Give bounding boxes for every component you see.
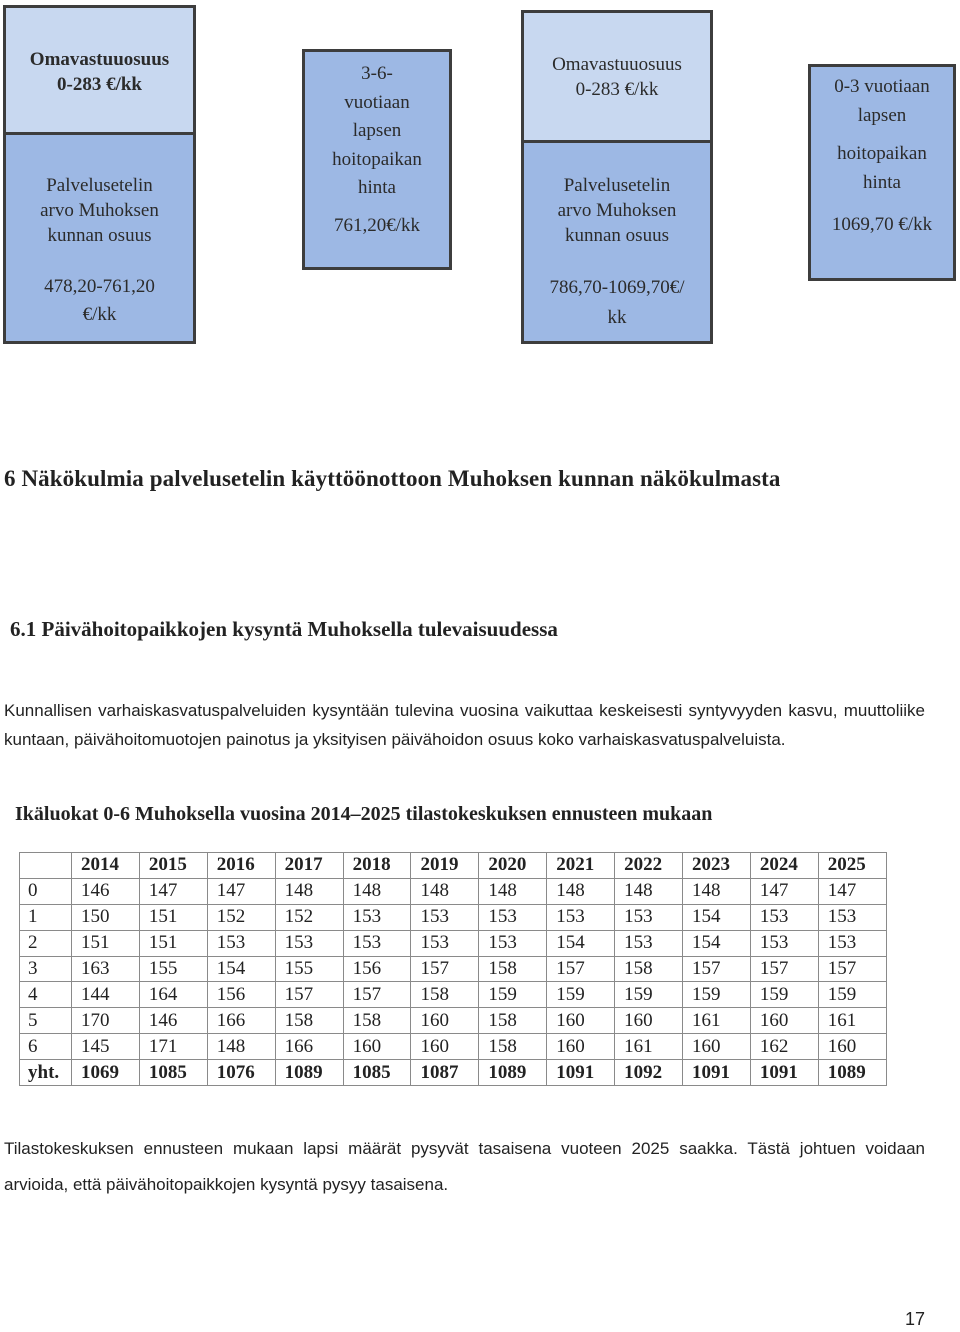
care-price-label-line: hoitopaikan bbox=[332, 148, 422, 170]
table-cell: 148 bbox=[615, 878, 683, 904]
table-total-cell: 1089 bbox=[275, 1060, 343, 1086]
care-price-label-line: vuotiaan bbox=[344, 91, 410, 113]
table-row bbox=[20, 904, 887, 930]
voucher-label bbox=[6, 173, 193, 248]
table-cell: 153 bbox=[207, 930, 275, 956]
table-header-year: 2021 bbox=[547, 853, 615, 879]
care-price-label-line: hinta bbox=[358, 177, 396, 198]
age-groups-table bbox=[19, 852, 887, 1086]
table-cell: 154 bbox=[547, 930, 615, 956]
table-cell: 148 bbox=[207, 1034, 275, 1060]
table-cell: 153 bbox=[343, 930, 411, 956]
table-cell: 151 bbox=[139, 904, 207, 930]
table-total-cell: 1085 bbox=[343, 1060, 411, 1086]
table-total-cell: 1089 bbox=[479, 1060, 547, 1086]
care-price-box-3-6 bbox=[302, 49, 452, 270]
table-cell: 152 bbox=[275, 904, 343, 930]
table-cell: 158 bbox=[479, 1008, 547, 1034]
table-header-year: 2014 bbox=[72, 853, 140, 879]
care-price-value: 761,20€/kk bbox=[333, 214, 421, 236]
table-header-year: 2024 bbox=[750, 853, 818, 879]
table-cell: 148 bbox=[275, 878, 343, 904]
table-cell: 153 bbox=[547, 904, 615, 930]
table-cell: 154 bbox=[683, 930, 751, 956]
table-row bbox=[20, 1034, 887, 1060]
table-cell: 156 bbox=[343, 956, 411, 982]
table-total-cell: 1069 bbox=[72, 1060, 140, 1086]
table-total-cell: 1091 bbox=[547, 1060, 615, 1086]
table-total-cell: 1089 bbox=[818, 1060, 886, 1086]
table-cell: 157 bbox=[275, 982, 343, 1008]
table-cell: 153 bbox=[818, 930, 886, 956]
table-cell: 160 bbox=[615, 1008, 683, 1034]
table-caption: Ikäluokat 0-6 Muhoksella vuosina 2014–2025 tilastokeskuksen ennusteen mukaan bbox=[15, 803, 713, 825]
table-cell: 166 bbox=[275, 1034, 343, 1060]
table-cell: 150 bbox=[72, 904, 140, 930]
table-total-cell: 1076 bbox=[207, 1060, 275, 1086]
table-row bbox=[20, 982, 887, 1008]
table-cell: 159 bbox=[615, 982, 683, 1008]
table-cell: 153 bbox=[343, 904, 411, 930]
table-cell: 160 bbox=[750, 1008, 818, 1034]
table-cell: 153 bbox=[411, 904, 479, 930]
voucher-label-line: arvo Muhoksen bbox=[557, 200, 677, 221]
table-cell: 156 bbox=[207, 982, 275, 1008]
table-row-label: 1 bbox=[20, 904, 72, 930]
table-total-cell: 1091 bbox=[750, 1060, 818, 1086]
table-cell: 151 bbox=[72, 930, 140, 956]
table-cell: 157 bbox=[683, 956, 751, 982]
table-header-year: 2019 bbox=[411, 853, 479, 879]
table-row bbox=[20, 878, 887, 904]
table-header-year: 2025 bbox=[818, 853, 886, 879]
table-row bbox=[20, 956, 887, 982]
table-cell: 153 bbox=[275, 930, 343, 956]
voucher-label bbox=[524, 173, 710, 248]
table-cell: 153 bbox=[750, 930, 818, 956]
care-price-label-line: 3-6- bbox=[361, 63, 393, 84]
table-cell: 146 bbox=[139, 1008, 207, 1034]
table-cell: 162 bbox=[750, 1034, 818, 1060]
table-cell: 158 bbox=[479, 1034, 547, 1060]
table-cell: 159 bbox=[750, 982, 818, 1008]
table-cell: 152 bbox=[207, 904, 275, 930]
table-total-cell: 1085 bbox=[139, 1060, 207, 1086]
table-cell: 153 bbox=[411, 930, 479, 956]
section-heading-6-1: 6.1 Päivähoitopaikkojen kysyntä Muhoksella tulevaisuudessa bbox=[10, 617, 558, 641]
table-cell: 160 bbox=[411, 1034, 479, 1060]
table-row-label: 4 bbox=[20, 982, 72, 1008]
table-cell: 159 bbox=[479, 982, 547, 1008]
table-cell: 159 bbox=[818, 982, 886, 1008]
care-price-box-0-3 bbox=[808, 64, 956, 281]
table-cell: 153 bbox=[818, 904, 886, 930]
table-row bbox=[20, 930, 887, 956]
table-cell: 147 bbox=[750, 878, 818, 904]
voucher-value-line: €/kk bbox=[82, 304, 117, 325]
care-price-value: 1069,70 €/kk bbox=[831, 214, 933, 235]
table-cell: 157 bbox=[547, 956, 615, 982]
table-corner-cell bbox=[20, 853, 72, 879]
voucher-label-line: Palvelusetelin bbox=[46, 175, 153, 196]
table-cell: 161 bbox=[615, 1034, 683, 1060]
table-cell: 158 bbox=[615, 956, 683, 982]
table-cell: 155 bbox=[139, 956, 207, 982]
table-cell: 154 bbox=[683, 904, 751, 930]
self-share-title: Omavastuuosuus bbox=[29, 49, 170, 70]
voucher-value-line: kk bbox=[607, 307, 627, 328]
table-row-label: 5 bbox=[20, 1008, 72, 1034]
table-header-year: 2016 bbox=[207, 853, 275, 879]
table-cell: 145 bbox=[72, 1034, 140, 1060]
body-paragraph-conclusion: Tilastokeskuksen ennusteen mukaan lapsi määrät pysyvät tasaisena vuoteen 2025 saakka. Tästä johtuen voidaan arvioida, että päivähoitopaikkojen kysyntä pysyy tasaisena. bbox=[4, 1139, 925, 1194]
table-cell: 153 bbox=[479, 904, 547, 930]
table-row-label: 3 bbox=[20, 956, 72, 982]
self-share-range: 0-283 €/kk bbox=[57, 74, 142, 95]
table-cell: 155 bbox=[275, 956, 343, 982]
table-cell: 160 bbox=[547, 1008, 615, 1034]
table-cell: 153 bbox=[615, 904, 683, 930]
table-header-year: 2020 bbox=[479, 853, 547, 879]
voucher-label-line: Palvelusetelin bbox=[563, 175, 671, 196]
table-cell: 157 bbox=[750, 956, 818, 982]
table-cell: 144 bbox=[72, 982, 140, 1008]
care-price-label-line: 0-3 vuotiaan bbox=[834, 76, 930, 97]
table-row bbox=[20, 1008, 887, 1034]
self-share-section bbox=[524, 13, 710, 143]
table-cell: 164 bbox=[139, 982, 207, 1008]
table-cell: 148 bbox=[683, 878, 751, 904]
care-price-label-line: hinta bbox=[863, 171, 901, 193]
table-cell: 160 bbox=[683, 1034, 751, 1060]
table-cell: 166 bbox=[207, 1008, 275, 1034]
table-header-year: 2018 bbox=[343, 853, 411, 879]
table-cell: 160 bbox=[818, 1034, 886, 1060]
table-cell: 148 bbox=[343, 878, 411, 904]
table-cell: 148 bbox=[547, 878, 615, 904]
table-cell: 161 bbox=[818, 1008, 886, 1034]
table-cell: 157 bbox=[343, 982, 411, 1008]
table-cell: 146 bbox=[72, 878, 140, 904]
body-paragraph-demand: Kunnallisen varhaiskasvatuspalveluiden kysyntään tulevina vuosina vaikuttaa keskeisesti syntyvyyden kasvu, muuttoliike kuntaan, päivähoitomuotojen painotus ja yksityisen päivähoidon osuus koko varhaiskasvatuspalveluista. bbox=[4, 701, 925, 749]
table-cell: 163 bbox=[72, 956, 140, 982]
table-header-row bbox=[20, 853, 887, 879]
table-cell: 170 bbox=[72, 1008, 140, 1034]
table-cell: 151 bbox=[139, 930, 207, 956]
voucher-value bbox=[524, 273, 710, 333]
table-cell: 160 bbox=[343, 1034, 411, 1060]
voucher-label-line: arvo Muhoksen bbox=[40, 200, 159, 221]
table-cell: 159 bbox=[547, 982, 615, 1008]
table-cell: 160 bbox=[547, 1034, 615, 1060]
self-share-range: 0-283 €/kk bbox=[575, 78, 659, 100]
table-cell: 147 bbox=[207, 878, 275, 904]
page-number: 17 bbox=[905, 1309, 926, 1329]
table-total-cell: 1092 bbox=[615, 1060, 683, 1086]
table-total-cell: 1091 bbox=[683, 1060, 751, 1086]
voucher-value-line: 478,20-761,20 bbox=[44, 276, 155, 297]
table-cell: 147 bbox=[139, 878, 207, 904]
table-cell: 171 bbox=[139, 1034, 207, 1060]
self-share-section bbox=[6, 8, 193, 135]
table-cell: 153 bbox=[615, 930, 683, 956]
table-cell: 157 bbox=[411, 956, 479, 982]
table-cell: 158 bbox=[343, 1008, 411, 1034]
voucher-label-line: kunnan osuus bbox=[47, 225, 152, 246]
voucher-box-municipality-share-1 bbox=[3, 5, 196, 344]
table-cell: 157 bbox=[818, 956, 886, 982]
care-price-label-line: hoitopaikan bbox=[837, 143, 927, 164]
table-total-label: yht. bbox=[20, 1060, 72, 1086]
table-cell: 161 bbox=[683, 1008, 751, 1034]
table-row-label: 2 bbox=[20, 930, 72, 956]
table-cell: 158 bbox=[479, 956, 547, 982]
table-cell: 159 bbox=[683, 982, 751, 1008]
table-cell: 158 bbox=[411, 982, 479, 1008]
table-total-cell: 1087 bbox=[411, 1060, 479, 1086]
table-cell: 158 bbox=[275, 1008, 343, 1034]
voucher-label-line: kunnan osuus bbox=[565, 225, 669, 246]
table-cell: 154 bbox=[207, 956, 275, 982]
table-row-label: 6 bbox=[20, 1034, 72, 1060]
table-cell: 148 bbox=[479, 878, 547, 904]
table-cell: 160 bbox=[411, 1008, 479, 1034]
table-cell: 148 bbox=[411, 878, 479, 904]
table-cell: 147 bbox=[818, 878, 886, 904]
table-header-year: 2015 bbox=[139, 853, 207, 879]
table-cell: 153 bbox=[479, 930, 547, 956]
table-total-row bbox=[20, 1060, 887, 1086]
care-price-label-line: lapsen bbox=[857, 104, 907, 126]
care-price-label-line: lapsen bbox=[352, 120, 402, 141]
table-header-year: 2022 bbox=[615, 853, 683, 879]
voucher-value-line: 786,70-1069,70€/ bbox=[549, 277, 685, 298]
section-heading-6: 6 Näkökulmia palvelusetelin käyttöönottoon Muhoksen kunnan näkökulmasta bbox=[4, 466, 781, 491]
table-header-year: 2023 bbox=[683, 853, 751, 879]
table-row-label: 0 bbox=[20, 878, 72, 904]
self-share-title: Omavastuuosuus bbox=[552, 53, 682, 75]
voucher-value bbox=[6, 273, 193, 329]
table-header-year: 2017 bbox=[275, 853, 343, 879]
voucher-box-municipality-share-2 bbox=[521, 10, 713, 344]
table-cell: 153 bbox=[750, 904, 818, 930]
